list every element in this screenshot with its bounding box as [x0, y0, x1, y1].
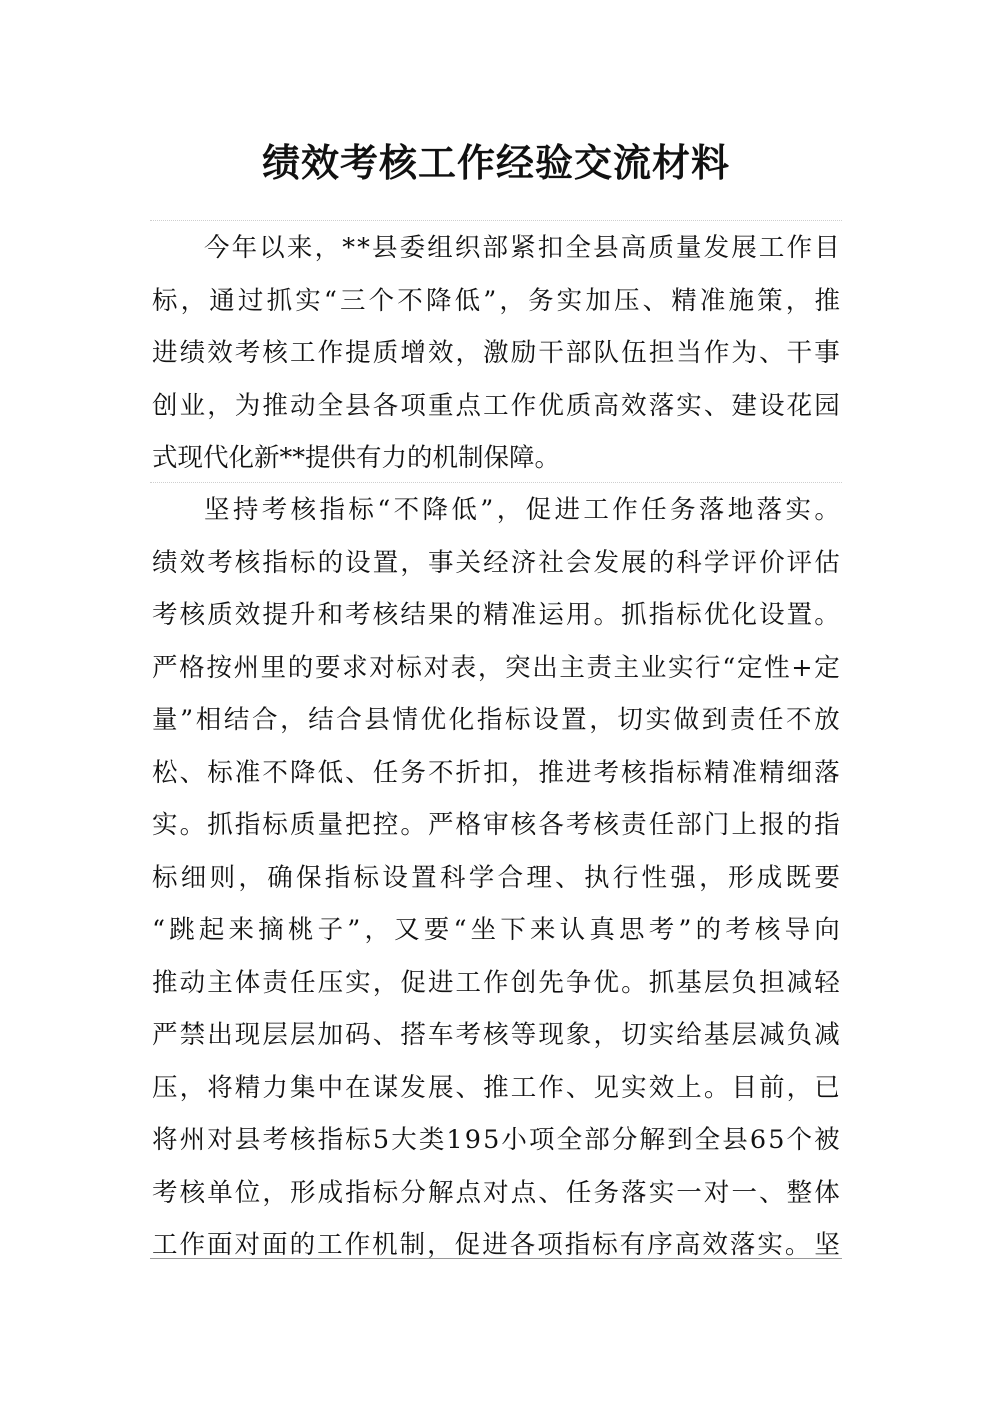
text-line: 考 核 单 位 ， 形 成 指 标 分 解 点 对 点 、 任 务 落 实 一 对 一 、 整 体: [152, 1167, 840, 1220]
text-line: 进 绩 效 考 核 工 作 提 质 增 效 ， 激 励 干 部 队 伍 担 当 作 为 、 干 事: [152, 327, 840, 380]
text-line: 坚 持 考 核 指 标 “ 不 降 低 ” ， 促 进 工 作 任 务 落 地 落 实 。: [152, 484, 840, 537]
document-title: 绩效考核工作经验交流材料: [261, 140, 730, 185]
text-line: 创 业 ， 为 推 动 全 县 各 项 重 点 工 作 优 质 高 效 落 实 、 建 设 花 园: [152, 380, 840, 433]
paragraph-indicators: [152, 484, 840, 1272]
paragraph-intro: [152, 222, 840, 485]
text-line: 式现代化新**提供有力的机制保障。: [152, 443, 561, 473]
text-line: 绩 效 考 核 指 标 的 设 置 ， 事 关 经 济 社 会 发 展 的 科 学 评 价 评 估: [152, 537, 840, 590]
text-line: 今 年 以 来 ， * * 县 委 组 织 部 紧 扣 全 县 高 质 量 发 展 工 作 目: [152, 222, 840, 275]
text-line: 实 。 抓 指 标 质 量 把 控 。 严 格 审 核 各 考 核 责 任 部 门 上 报 的 指: [152, 799, 840, 852]
top-divider: [150, 220, 842, 221]
text-line: 严 格 按 州 里 的 要 求 对 标 对 表 ， 突 出 主 责 主 业 实 行 “ 定 性 + 定: [152, 642, 840, 695]
text-line: 严 禁 出 现 层 层 加 码 、 搭 车 考 核 等 现 象 ， 切 实 给 基 层 减 负 减: [152, 1009, 840, 1062]
text-line: “ 跳 起 来 摘 桃 子 ” ， 又 要 “ 坐 下 来 认 真 思 考 ” 的 考 核 导 向: [152, 904, 840, 957]
text-line: 压 ， 将 精 力 集 中 在 谋 发 展 、 推 工 作 、 见 实 效 上 。 目 前 ， 已: [152, 1062, 840, 1115]
text-line: 量 ” 相 结 合 ， 结 合 县 情 优 化 指 标 设 置 ， 切 实 做 到 责 任 不 放: [152, 694, 840, 747]
paragraph-divider: [150, 482, 842, 483]
bottom-divider: [150, 1258, 842, 1259]
text-line: 标 ， 通 过 抓 实 “ 三 个 不 降 低 ” ， 务 实 加 压 、 精 准 施 策 ， 推: [152, 275, 840, 328]
text-line: 工 作 面 对 面 的 工 作 机 制 ， 促 进 各 项 指 标 有 序 高 效 落 实 。 坚: [152, 1219, 840, 1272]
text-line: 标 细 则 ， 确 保 指 标 设 置 科 学 合 理 、 执 行 性 强 ， 形 成 既 要: [152, 852, 840, 905]
text-line: 松 、 标 准 不 降 低 、 任 务 不 折 扣 ， 推 进 考 核 指 标 精 准 精 细 落: [152, 747, 840, 800]
text-line: 将 州 对 县 考 核 指 标 5 大 类 1 9 5 小 项 全 部 分 解 到 全 县 6 5 个 被: [152, 1114, 840, 1167]
text-line: 推 动 主 体 责 任 压 实 ， 促 进 工 作 创 先 争 优 。 抓 基 层 负 担 减 轻: [152, 957, 840, 1010]
text-line: 考 核 质 效 提 升 和 考 核 结 果 的 精 准 运 用 。 抓 指 标 优 化 设 置 。: [152, 589, 840, 642]
